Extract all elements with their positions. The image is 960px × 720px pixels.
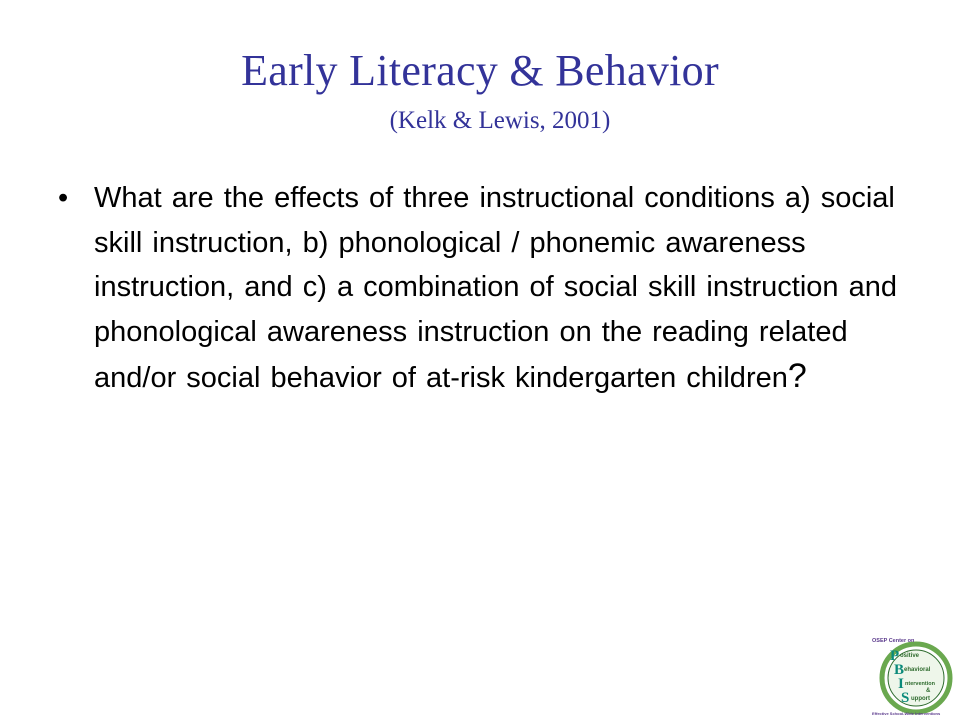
pbis-logo	[868, 634, 954, 716]
logo-letter-s: S	[901, 690, 910, 706]
slide-subtitle: (Kelk & Lewis, 2001)	[389, 107, 611, 134]
logo-header-text: OSEP Center on	[872, 638, 915, 644]
bullet-question-mark: ?	[787, 357, 807, 395]
bullet-text	[94, 176, 898, 401]
bullet-item	[58, 176, 898, 401]
bullet-icon: •	[58, 182, 69, 214]
bullet-body: What are the effects of three instructional conditions a) social skill instruction, b) phonological / phonemic awareness instruction, and c) a combination of social skill instruction and phonological awareness instruction on the reading related and/or social behavior of at-risk kindergarten children	[94, 182, 897, 394]
logo-word-i: ntervention	[905, 681, 935, 687]
logo-word-s: upport	[911, 696, 930, 702]
logo-word-p: ositive	[900, 653, 920, 659]
slide-title: Early Literacy & Behavior	[241, 46, 719, 95]
logo-footer-text: Effective School-Wide Interventions	[872, 711, 941, 716]
logo-letter-i: I	[898, 676, 904, 692]
logo-letter-b: B	[894, 662, 905, 678]
logo-letter-p: P	[890, 648, 900, 664]
logo-word-b: ehavioral	[904, 667, 931, 673]
logo-amp: &	[926, 688, 931, 694]
